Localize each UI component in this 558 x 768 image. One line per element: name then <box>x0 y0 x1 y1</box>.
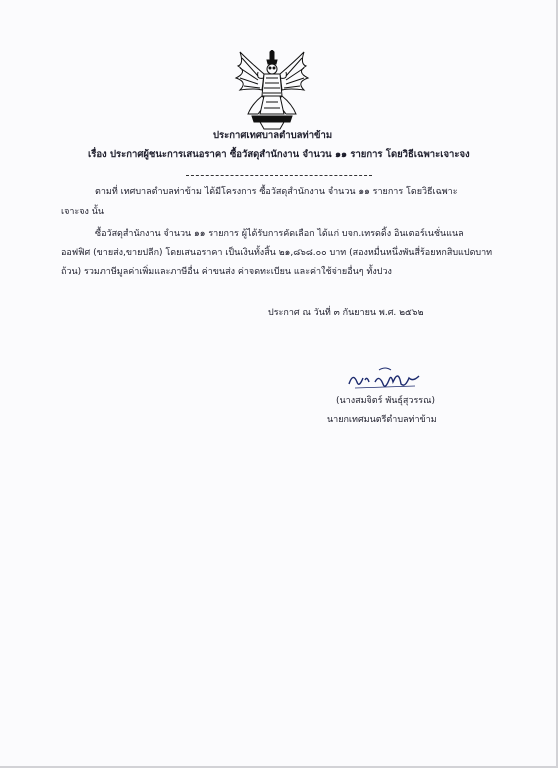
paragraph-1-line-1: ตามที่ เทศบาลตำบลท่าข้าม ได้มีโครงการ ซื้อวัสดุสำนักงาน จำนวน ๑๑ รายการ โดยวิธีเฉพาะ <box>95 187 458 197</box>
announcement-heading: ประกาศเทศบาลตำบลท่าข้าม <box>213 130 333 141</box>
announcement-date: ประกาศ ณ วันที่ ๓ กันยายน พ.ศ. ๒๕๖๒ <box>268 308 424 318</box>
separator-line <box>186 175 372 176</box>
announcement-subject: เรื่อง ประกาศผู้ชนะการเสนอราคา ซื้อวัสดุสำนักงาน จำนวน ๑๑ รายการ โดยวิธีเฉพาะเจาะจง <box>88 149 470 160</box>
signatory-position: นายกเทศมนตรีตำบลท่าข้าม <box>327 415 437 425</box>
signatory-name: (นางสมจิตร์ พันธุ์สุวรรณ) <box>336 396 436 406</box>
paragraph-1-line-2: เจาะจง นั้น <box>61 207 105 217</box>
paragraph-2-line-3: ถ้วน) รวมภาษีมูลค่าเพิ่มและภาษีอื่น ค่าขนส่ง ค่าจดทะเบียน และค่าใช้จ่ายอื่นๆ ทั้งปวง <box>61 267 392 277</box>
garuda-emblem-icon <box>234 50 310 130</box>
handwritten-signature <box>345 364 425 394</box>
paragraph-2-line-1: ซื้อวัสดุสำนักงาน จำนวน ๑๑ รายการ ผู้ได้รับการคัดเลือก ได้แก่ บจก.เทรดดิ้ง อินเตอร์เนชั่นแนล <box>95 229 464 239</box>
paragraph-2-line-2: ออฟฟิศ (ขายส่ง,ขายปลีก) โดยเสนอราคา เป็นเงินทั้งสิ้น ๒๑,๘๖๘.๐๐ บาท (สองหมื่นหนึ่งพันสี่ร้อยหกสิบแปดบาท <box>61 248 493 258</box>
